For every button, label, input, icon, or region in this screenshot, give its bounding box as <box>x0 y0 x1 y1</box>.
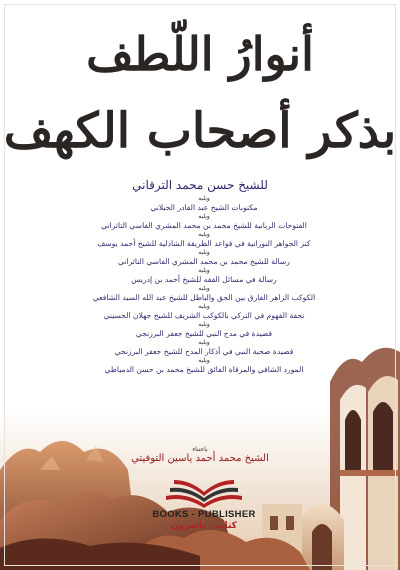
work-title: تحفة الفهوم في التركي بالكوكب الشريف للشيخ جهلان الحسيني <box>103 311 305 320</box>
work-item <box>78 195 330 213</box>
work-title: رسالة في مسائل الفقه للشيخ أحمد بن إدريس <box>131 275 277 284</box>
connector-label: ويليه <box>198 357 210 364</box>
work-title: قصيدة صحبة النبي في أذكار المدح للشيخ جعفر البرزنجي <box>114 347 294 356</box>
publisher-name-en: BOOKS - PUBLISHER <box>152 509 256 520</box>
work-item <box>78 213 330 231</box>
work-title: الكوكب الزاهر الفارق بين الحق والباطل للشيخ عبد الله السيد الشافعي <box>92 293 316 302</box>
work-item <box>78 357 330 375</box>
work-item <box>78 321 330 339</box>
work-item <box>78 339 330 357</box>
work-item <box>78 249 330 267</box>
connector-label: ويليه <box>198 267 210 274</box>
work-title: رسالة للشيخ محمد بن محمد المشري الفاسي التاثراني <box>118 257 290 266</box>
open-book-icon <box>162 474 246 508</box>
connector-label: ويليه <box>198 339 210 346</box>
author-line: للشيخ حسن محمد الترقاني <box>132 178 268 192</box>
connector-label: ويليه <box>198 321 210 328</box>
work-title: مكتوبات الشيخ عبد القادر الجيلاني <box>150 203 258 212</box>
work-title: قصيدة في مدح النبي للشيخ جعفر البرزنجي <box>135 329 273 338</box>
works-list <box>78 195 330 375</box>
work-title: كنز الجواهر النورانية في قواعد الطريقة الشاذلية للشيخ أحمد يوسف <box>97 239 311 248</box>
work-item <box>78 231 330 249</box>
title-line-2: بذكر أصحاب الكهف <box>3 103 397 159</box>
publisher-logo <box>150 474 258 546</box>
work-title: الفتوحات الربانية للشيخ محمد بن محمد المشري الفاسي التاثراني <box>101 221 307 230</box>
connector-label: ويليه <box>198 213 210 220</box>
editor-name: الشيخ محمد أحمد ياسين التوفيتي <box>131 453 269 464</box>
publisher-name-ar: كتاب - ناشرون <box>171 521 237 531</box>
editor-prefix: باعتناء <box>192 446 208 453</box>
connector-label: ويليه <box>198 231 210 238</box>
connector-label: ويليه <box>198 285 210 292</box>
connector-label: ويليه <box>198 249 210 256</box>
connector-label: ويليه <box>198 195 210 202</box>
work-item <box>78 267 330 285</box>
connector-label: ويليه <box>198 303 210 310</box>
title-line-1: أنوارُ اللّطف <box>86 27 314 81</box>
editor-credit <box>80 446 320 464</box>
work-title: المورد الشافي والمرقاة الفائق للشيخ محمد بن حسن الدمياطي <box>104 365 304 374</box>
work-item <box>78 285 330 303</box>
work-item <box>78 303 330 321</box>
